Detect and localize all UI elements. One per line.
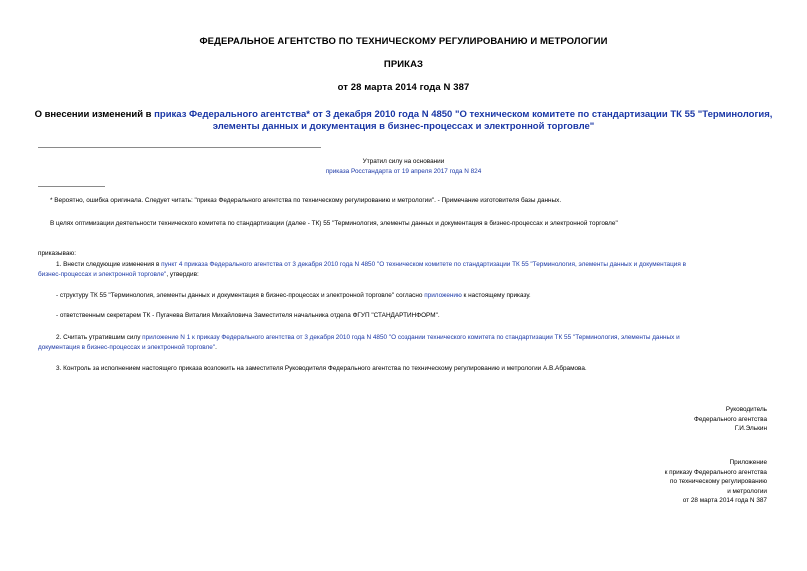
item-2-link-continued[interactable]: документация в бизнес-процессах и электронной торговле" <box>38 344 216 351</box>
item-1-structure <box>56 291 531 300</box>
signature-position: Руководитель <box>725 406 767 413</box>
appendix-line5: от 28 марта 2014 года N 387 <box>682 497 767 504</box>
title-order-link[interactable]: приказ Федерального агентства* от 3 декабря 2010 года N 4850 "О техническом комитете по стандартизации ТК 55 "Терминология, <box>154 109 773 120</box>
appendix-line3: по техническому регулированию <box>670 478 767 485</box>
item-2-link[interactable]: приложение N 1 к приказу Федерального агентства от 3 декабря 2010 года N 4850 "О создании технического комитета по стандартизации ТК 55 "Терминология, элементы данных и <box>142 334 680 341</box>
status-repealed-text: Утратил силу на основании <box>362 158 445 165</box>
title-order-link-line2[interactable]: элементы данных и документация в бизнес-процессах и электронной торговле" <box>212 121 595 132</box>
item-1-line1 <box>56 260 686 269</box>
item-1-link-continued[interactable]: бизнес-процессах и электронной торговле" <box>38 271 167 278</box>
appendix-line2: к приказу Федерального агентства <box>664 468 767 476</box>
appendix-heading: Приложение <box>729 459 767 466</box>
item-2-suffix: . <box>215 344 217 351</box>
footnote: * Вероятно, ошибка оригинала. Следует читать: "приказ Федерального агентства по техническому регулированию и метрологии". - Примечание изготовителя базы данных. <box>50 197 562 204</box>
appendix-line4: и метрологии <box>727 487 767 495</box>
item-2-line2 <box>38 343 217 352</box>
item-2-prefix: 2. Считать утратившим силу <box>56 334 143 341</box>
signature-name: Г.И.Элькин <box>734 425 767 432</box>
signature-block <box>694 405 767 434</box>
document-title <box>0 109 807 133</box>
structure-suffix: к настоящему приказу. <box>461 292 531 299</box>
item-1-line2 <box>38 270 199 279</box>
structure-prefix: - структуру ТК 55 "Терминология, элементы данных и документация в бизнес-процессах и электронной торговле" согласно <box>56 292 425 299</box>
repeal-order-link[interactable]: приказа Росстандарта от 19 апреля 2017 года N 824 <box>325 168 482 175</box>
item-1-prefix: 1. Внести следующие изменения в <box>56 261 162 268</box>
title-prefix: О внесении изменений в <box>34 109 155 120</box>
agency-heading: ФЕДЕРАЛЬНОЕ АГЕНТСТВО ПО ТЕХНИЧЕСКОМУ РЕГУЛИРОВАНИЮ И МЕТРОЛОГИИ <box>199 36 608 47</box>
appendix-block <box>665 458 767 506</box>
status-repealed-link <box>0 167 807 176</box>
item-3: 3. Контроль за исполнением настоящего приказа возложить на заместителя Руководителя Федерального агентства по техническому регулированию и метрологии А.В.Абрамова. <box>56 365 587 372</box>
item-1-secretary: - ответственным секретарем ТК - Пугачева Виталия Михайловича Заместителя начальника отдела ФГУП "СТАНДАРТИНФОРМ". <box>56 312 440 319</box>
appendix-link[interactable]: приложению <box>424 292 462 299</box>
footnote-separator <box>38 186 105 187</box>
document-date-number: от 28 марта 2014 года N 387 <box>337 82 470 93</box>
preamble: В целях оптимизации деятельности технического комитета по стандартизации (далее - ТК) 55 "Терминология, элементы данных и документация в бизнес-процессах и электронной торговле" <box>50 220 618 227</box>
signature-agency: Федерального агентства <box>693 415 767 423</box>
separator-line <box>38 147 321 148</box>
order-word: приказываю: <box>38 250 76 257</box>
item-1-suffix: , утвердив: <box>166 271 199 278</box>
document-type: ПРИКАЗ <box>383 59 424 70</box>
item-1-link[interactable]: пункт 4 приказа Федерального агентства от 3 декабря 2010 года N 4850 "О техническом комитете по стандартизации ТК 55 "Терминология, элементы данных и документация в <box>161 261 686 268</box>
item-2-line1 <box>56 333 680 342</box>
